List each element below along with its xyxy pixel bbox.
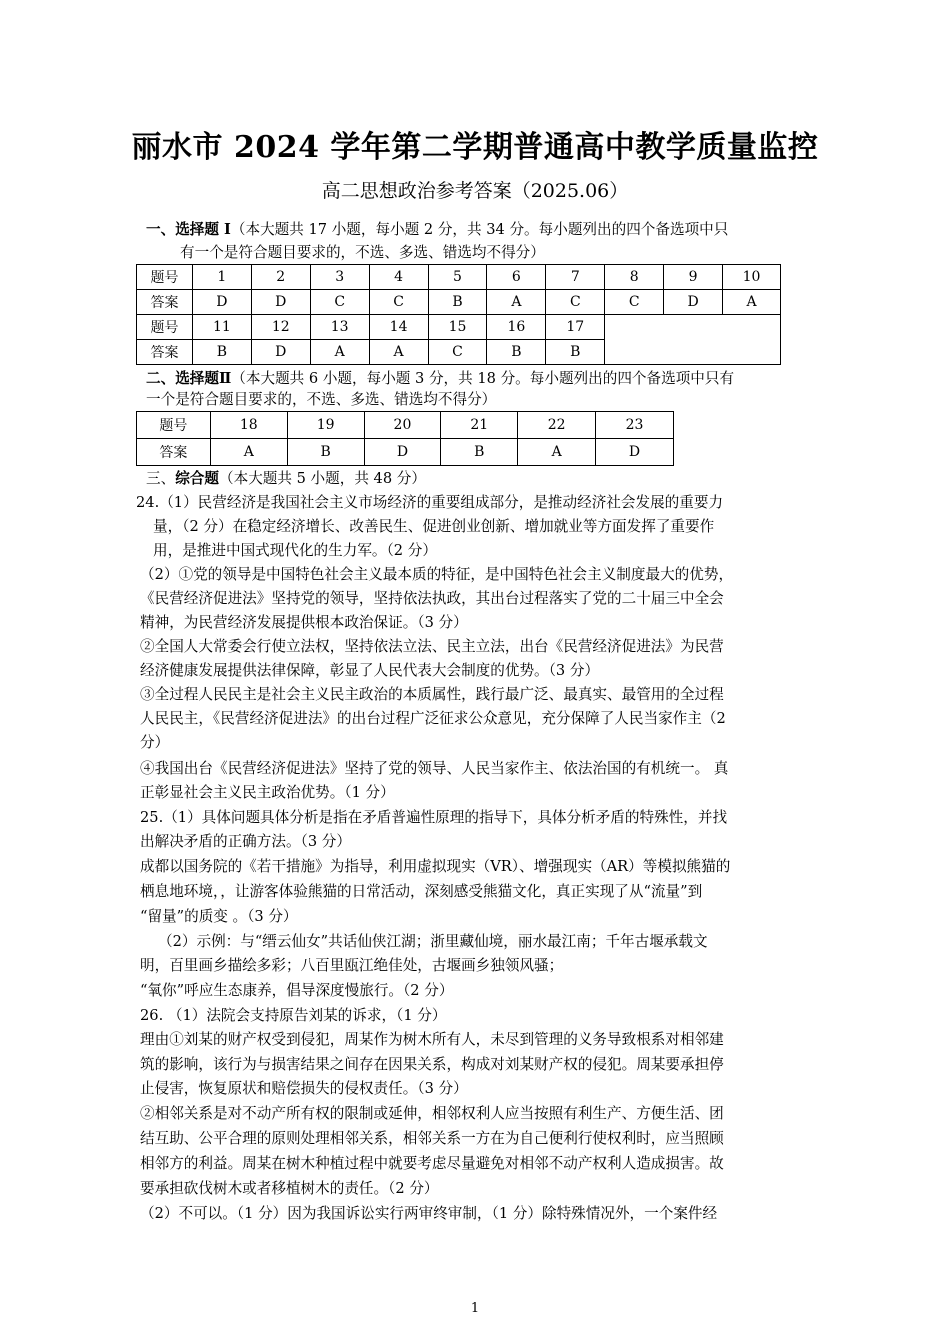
answer-line: ④我国出台《民营经济促进法》坚持了党的领导、人民当家作主、依法治国的有机统一。 真 [140,760,729,777]
answer-cell: B [428,290,487,315]
question-number: 19 [287,412,364,439]
answer-table-2 [136,411,674,466]
answer-cell: B [192,340,251,365]
answer-line: ②相邻关系是对不动产所有权的限制或延伸，相邻权利人应当按照有利生产、方便生活、团 [140,1105,724,1122]
answer-cell: D [192,290,251,315]
row-label-answer: 答案 [137,340,193,365]
section1-title: 一、选择题 Ⅰ [146,221,231,238]
question-number: 7 [546,265,605,290]
question-number: 1 [192,265,251,290]
question-number: 4 [369,265,428,290]
question-number: 10 [723,265,781,290]
question-number: 18 [210,412,287,439]
section3-heading [146,467,816,492]
empty-cell [605,315,781,365]
answer-line: （2）不可以。（1 分）因为我国诉讼实行两审终审制，（1 分）除特殊情况外，一个案件经 [140,1205,718,1222]
page-number: 1 [470,1301,480,1316]
answer-line: 量，（2 分）在稳定经济增长、改善民生、促进创业创新、增加就业等方面发挥了重要作 [153,518,715,535]
question-number: 14 [369,315,428,340]
question-number: 12 [251,315,310,340]
question-number: 15 [428,315,487,340]
question-number: 21 [441,412,518,439]
question-number: 20 [364,412,441,439]
answer-cell: A [369,340,428,365]
section1-heading [146,218,810,243]
answer-line: “留量”的质变 。（3 分） [140,908,298,925]
question-number: 3 [310,265,369,290]
section1-desc-line2: 有一个是符合题目要求的，不选、多选、错选均不得分） [180,244,545,261]
question-number: 2 [251,265,310,290]
question-number: 8 [605,265,664,290]
row-label-question: 题号 [137,265,193,290]
answer-cell: D [251,290,310,315]
question-number: 11 [192,315,251,340]
answer-line: 出解决矛盾的正确方法。（3 分） [140,833,351,850]
answer-line: 筑的影响，该行为与损害结果之间存在因果关系，构成对刘某财产权的侵犯。周某要承担停 [140,1056,724,1073]
answer-line: 24.（1）民营经济是我国社会主义市场经济的重要组成部分，是推动经济社会发展的重要力 [136,494,724,511]
answer-line: 分） [140,734,170,751]
answer-cell: A [487,290,546,315]
answer-line: 止侵害，恢复原状和赔偿损失的侵权责任。（3 分） [140,1080,468,1097]
answer-cell: D [364,439,441,466]
question-number: 6 [487,265,546,290]
section2-desc-line1: （本大题共 6 小题，每小题 3 分，共 18 分。每小题列出的四个备选项中只有 [231,370,735,387]
section1-desc-line1: （本大题共 17 小题，每小题 2 分，共 34 分。每小题列出的四个备选项中只 [230,221,729,238]
section3-desc: （本大题共 5 小题，共 48 分） [219,470,426,487]
answer-line: 成都以国务院的《若干措施》为指导，利用虚拟现实（VR）、增强现实（AR）等模拟熊猫的 [140,858,731,875]
page-subtitle: 高二思想政治参考答案（2025.06） [321,180,629,202]
row-label-question: 题号 [137,412,211,439]
answer-cell: C [310,290,369,315]
question-number: 13 [310,315,369,340]
table-row [137,290,781,315]
question-number: 17 [546,315,605,340]
answer-line: 正彰显社会主义民主政治优势。（1 分） [140,784,395,801]
table-row [137,412,674,439]
page-title: 丽水市 2024 学年第二学期普通高中教学质量监控 [131,130,819,165]
section3-title: 综合题 [175,470,219,487]
answer-line: ③全过程人民民主是社会主义民主政治的本质属性，践行最广泛、最真实、最管用的全过程 [140,686,724,703]
answer-cell: D [251,340,310,365]
question-number: 23 [596,412,674,439]
answer-cell: B [287,439,364,466]
answer-line: 结互助、公平合理的原则处理相邻关系，相邻关系一方在为自己便利行使权利时，应当照顾 [140,1130,724,1147]
answer-cell: A [310,340,369,365]
answer-line: （2）示例：与“缙云仙女”共话仙侠江湖；浙里藏仙境，丽水最江南；千年古堰承载文 [158,933,708,950]
answer-line: “氧你”呼应生态康养，倡导深度慢旅行。（2 分） [140,982,454,999]
answer-line: 人民民主，《民营经济促进法》的出台过程广泛征求公众意见，充分保障了人民当家作主（2 [140,710,726,727]
table-row [137,265,781,290]
answer-line: 26. （1）法院会支持原告刘某的诉求，（1 分） [140,1007,447,1024]
answer-line: 栖息地环境，，让游客体验熊猫的日常活动，深刻感受熊猫文化，真正实现了从“流量”到 [140,883,703,900]
answer-cell: C [428,340,487,365]
answer-line: 用，是推进中国式现代化的生力军。（2 分） [153,542,437,559]
answer-line: ②全国人大常委会行使立法权，坚持依法立法、民主立法，出台《民营经济促进法》为民营 [140,638,724,655]
answer-line: 相邻方的利益。周某在树木种植过程中就要考虑尽量避免对相邻不动产权利人造成损害。故 [140,1155,724,1172]
question-number: 5 [428,265,487,290]
answer-cell: A [723,290,781,315]
row-label-answer: 答案 [137,439,211,466]
row-label-answer: 答案 [137,290,193,315]
answer-cell: B [546,340,605,365]
answer-line: 经济健康发展提供法律保障，彰显了人民代表大会制度的优势。（3 分） [140,662,600,679]
row-label-question: 题号 [137,315,193,340]
question-number: 22 [518,412,596,439]
section2-title: 二、选择题Ⅱ [146,370,232,387]
answer-line: 明，百里画乡描绘多彩；八百里瓯江绝佳处，古堰画乡独领风骚； [140,957,564,974]
answer-cell: B [487,340,546,365]
answer-cell: D [596,439,674,466]
answer-line: 精神，为民营经济发展提供根本政治保证。（3 分） [140,614,468,631]
answer-line: 25.（1）具体问题具体分析是指在矛盾普遍性原理的指导下，具体分析矛盾的特殊性，并找 [140,809,728,826]
answer-line: 理由①刘某的财产权受到侵犯，周某作为树木所有人，未尽到管理的义务导致根系对相邻建 [140,1031,724,1048]
answer-line: 《民营经济促进法》坚持党的领导，坚持依法执政，其出台过程落实了党的二十届三中全会 [140,590,724,607]
answer-cell: C [369,290,428,315]
question-number: 9 [664,265,723,290]
answer-cell: A [210,439,287,466]
section3-prefix: 三、 [146,470,176,487]
answer-cell: C [605,290,664,315]
answer-cell: D [664,290,723,315]
answer-cell: C [546,290,605,315]
answer-line: （2）①党的领导是中国特色社会主义最本质的特征，是中国特色社会主义制度最大的优势， [140,566,734,583]
question-number: 16 [487,315,546,340]
section2-desc-line2: 一个是符合题目要求的，不选、多选、错选均不得分） [146,391,497,408]
answer-cell: B [441,439,518,466]
table-row [137,315,781,340]
answer-line: 要承担砍伐树木或者移植树木的责任。（2 分） [140,1180,439,1197]
table-row [137,439,674,466]
answer-cell: A [518,439,596,466]
answer-table-1 [136,264,781,365]
